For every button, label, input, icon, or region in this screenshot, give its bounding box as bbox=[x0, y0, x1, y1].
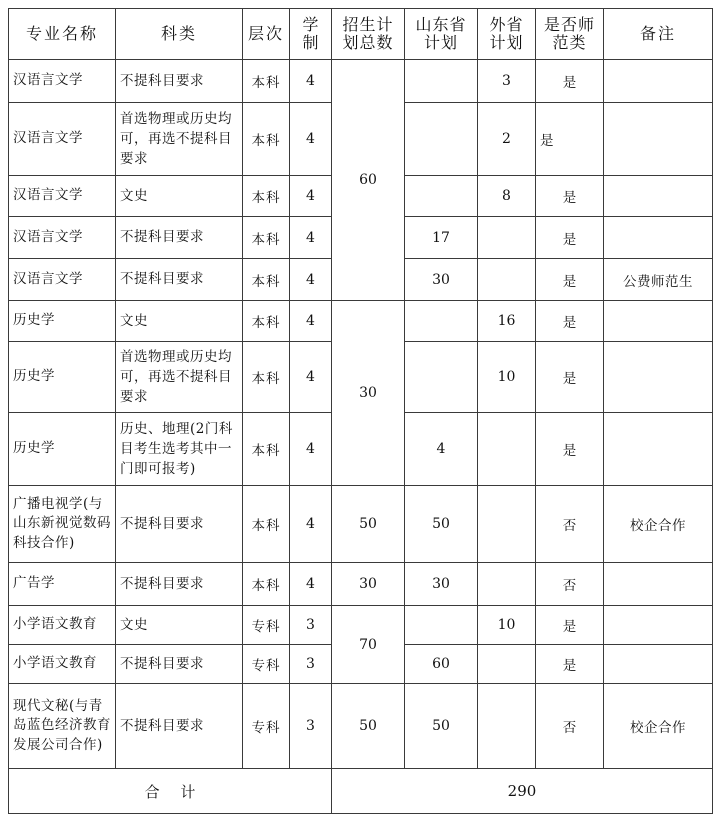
cell-category: 不提科目要求 bbox=[116, 60, 243, 103]
cell-major: 历史学 bbox=[9, 342, 116, 413]
cell-outside bbox=[478, 217, 536, 259]
header-years bbox=[290, 9, 332, 60]
table-body bbox=[9, 60, 713, 814]
cell-is-normal: 是 bbox=[536, 342, 604, 413]
table-row bbox=[9, 606, 713, 645]
cell-years: 4 bbox=[290, 60, 332, 103]
cell-remark bbox=[604, 413, 713, 486]
cell-level: 本科 bbox=[243, 301, 290, 342]
cell-is-normal: 否 bbox=[536, 684, 604, 769]
cell-is-normal: 是 bbox=[536, 103, 604, 176]
cell-level: 专科 bbox=[243, 645, 290, 684]
cell-shandong: 50 bbox=[405, 486, 478, 563]
cell-years: 3 bbox=[290, 606, 332, 645]
cell-total-plan: 50 bbox=[332, 486, 405, 563]
cell-outside bbox=[478, 413, 536, 486]
cell-remark: 校企合作 bbox=[604, 684, 713, 769]
cell-category: 首选物理或历史均可，再选不提科目要求 bbox=[116, 103, 243, 176]
cell-remark bbox=[604, 645, 713, 684]
cell-remark: 校企合作 bbox=[604, 486, 713, 563]
header-category: 科类 bbox=[116, 9, 243, 60]
header-remark: 备注 bbox=[604, 9, 713, 60]
cell-category: 不提科目要求 bbox=[116, 486, 243, 563]
cell-major: 现代文秘(与青岛蓝色经济教育发展公司合作) bbox=[9, 684, 116, 769]
cell-is-normal: 是 bbox=[536, 413, 604, 486]
cell-is-normal: 否 bbox=[536, 563, 604, 606]
cell-shandong: 60 bbox=[405, 645, 478, 684]
cell-category: 首选物理或历史均可，再选不提科目要求 bbox=[116, 342, 243, 413]
table-total-row bbox=[9, 769, 713, 814]
total-label: 合 计 bbox=[9, 769, 332, 814]
cell-total-plan: 30 bbox=[332, 563, 405, 606]
header-total-plan-line1: 招生计 bbox=[342, 14, 394, 34]
enrollment-plan-table bbox=[8, 8, 713, 814]
cell-category: 不提科目要求 bbox=[116, 684, 243, 769]
cell-category: 文史 bbox=[116, 176, 243, 217]
cell-remark: 公费师范生 bbox=[604, 259, 713, 301]
cell-total-plan-group-primary: 70 bbox=[332, 606, 405, 684]
cell-is-normal: 否 bbox=[536, 486, 604, 563]
cell-level: 专科 bbox=[243, 684, 290, 769]
cell-major: 广播电视学(与山东新视觉数码科技合作) bbox=[9, 486, 116, 563]
cell-level: 本科 bbox=[243, 413, 290, 486]
cell-outside: 10 bbox=[478, 606, 536, 645]
cell-outside: 16 bbox=[478, 301, 536, 342]
header-shandong-line1: 山东省 bbox=[415, 14, 467, 34]
cell-is-normal: 是 bbox=[536, 301, 604, 342]
cell-is-normal: 是 bbox=[536, 217, 604, 259]
total-value: 290 bbox=[332, 769, 713, 814]
cell-years: 4 bbox=[290, 563, 332, 606]
cell-level: 本科 bbox=[243, 176, 290, 217]
cell-outside bbox=[478, 645, 536, 684]
cell-shandong bbox=[405, 60, 478, 103]
cell-category: 不提科目要求 bbox=[116, 563, 243, 606]
cell-total-plan: 50 bbox=[332, 684, 405, 769]
cell-years: 4 bbox=[290, 259, 332, 301]
cell-major: 历史学 bbox=[9, 413, 116, 486]
cell-remark bbox=[604, 60, 713, 103]
header-years-line1: 学 bbox=[302, 14, 319, 34]
cell-level: 本科 bbox=[243, 60, 290, 103]
cell-is-normal: 是 bbox=[536, 606, 604, 645]
cell-category: 文史 bbox=[116, 301, 243, 342]
cell-years: 4 bbox=[290, 342, 332, 413]
cell-remark bbox=[604, 217, 713, 259]
cell-level: 本科 bbox=[243, 342, 290, 413]
cell-outside bbox=[478, 259, 536, 301]
table-header bbox=[9, 9, 713, 60]
cell-shandong: 30 bbox=[405, 563, 478, 606]
cell-outside bbox=[478, 684, 536, 769]
cell-major: 广告学 bbox=[9, 563, 116, 606]
cell-major: 汉语言文学 bbox=[9, 259, 116, 301]
cell-level: 专科 bbox=[243, 606, 290, 645]
cell-shandong bbox=[405, 342, 478, 413]
cell-years: 3 bbox=[290, 645, 332, 684]
table-row bbox=[9, 684, 713, 769]
cell-remark bbox=[604, 176, 713, 217]
cell-level: 本科 bbox=[243, 486, 290, 563]
cell-is-normal: 是 bbox=[536, 645, 604, 684]
cell-remark bbox=[604, 301, 713, 342]
cell-is-normal: 是 bbox=[536, 60, 604, 103]
cell-shandong: 50 bbox=[405, 684, 478, 769]
cell-outside bbox=[478, 563, 536, 606]
cell-category: 不提科目要求 bbox=[116, 259, 243, 301]
cell-major: 汉语言文学 bbox=[9, 217, 116, 259]
cell-total-plan-group-history: 30 bbox=[332, 301, 405, 486]
cell-is-normal: 是 bbox=[536, 176, 604, 217]
cell-years: 4 bbox=[290, 217, 332, 259]
cell-total-plan-group-chinese: 60 bbox=[332, 60, 405, 301]
cell-level: 本科 bbox=[243, 217, 290, 259]
cell-category: 历史、地理(2门科目考生选考其中一门即可报考) bbox=[116, 413, 243, 486]
cell-major: 小学语文教育 bbox=[9, 606, 116, 645]
cell-outside: 8 bbox=[478, 176, 536, 217]
cell-level: 本科 bbox=[243, 563, 290, 606]
header-shandong-plan bbox=[405, 9, 478, 60]
header-is-normal-line2: 范类 bbox=[552, 33, 587, 52]
header-outside-line2: 计划 bbox=[489, 33, 524, 52]
cell-years: 3 bbox=[290, 684, 332, 769]
cell-shandong: 30 bbox=[405, 259, 478, 301]
cell-major: 历史学 bbox=[9, 301, 116, 342]
cell-outside: 3 bbox=[478, 60, 536, 103]
cell-years: 4 bbox=[290, 486, 332, 563]
cell-category: 不提科目要求 bbox=[116, 645, 243, 684]
cell-remark bbox=[604, 342, 713, 413]
cell-major: 汉语言文学 bbox=[9, 176, 116, 217]
header-level: 层次 bbox=[243, 9, 290, 60]
header-total-plan bbox=[332, 9, 405, 60]
table-row bbox=[9, 301, 713, 342]
cell-level: 本科 bbox=[243, 259, 290, 301]
table-row bbox=[9, 486, 713, 563]
header-outside-line1: 外省 bbox=[489, 14, 524, 34]
cell-level: 本科 bbox=[243, 103, 290, 176]
cell-major: 汉语言文学 bbox=[9, 60, 116, 103]
cell-shandong bbox=[405, 103, 478, 176]
cell-remark bbox=[604, 563, 713, 606]
cell-years: 4 bbox=[290, 301, 332, 342]
cell-years: 4 bbox=[290, 103, 332, 176]
header-outside-plan bbox=[478, 9, 536, 60]
cell-major: 汉语言文学 bbox=[9, 103, 116, 176]
cell-shandong bbox=[405, 301, 478, 342]
header-is-normal bbox=[536, 9, 604, 60]
cell-shandong: 17 bbox=[405, 217, 478, 259]
cell-years: 4 bbox=[290, 176, 332, 217]
cell-remark bbox=[604, 103, 713, 176]
header-shandong-line2: 计划 bbox=[423, 33, 458, 52]
header-total-plan-line2: 划总数 bbox=[342, 33, 394, 52]
cell-category: 文史 bbox=[116, 606, 243, 645]
cell-category: 不提科目要求 bbox=[116, 217, 243, 259]
header-is-normal-line1: 是否师 bbox=[543, 14, 595, 34]
cell-major: 小学语文教育 bbox=[9, 645, 116, 684]
table-row bbox=[9, 563, 713, 606]
cell-shandong: 4 bbox=[405, 413, 478, 486]
cell-is-normal: 是 bbox=[536, 259, 604, 301]
cell-years: 4 bbox=[290, 413, 332, 486]
cell-remark bbox=[604, 606, 713, 645]
header-major: 专业名称 bbox=[9, 9, 116, 60]
header-row bbox=[9, 9, 713, 60]
cell-outside: 10 bbox=[478, 342, 536, 413]
cell-shandong bbox=[405, 606, 478, 645]
cell-shandong bbox=[405, 176, 478, 217]
cell-outside bbox=[478, 486, 536, 563]
header-years-line2: 制 bbox=[302, 33, 319, 52]
table-row bbox=[9, 60, 713, 103]
cell-outside: 2 bbox=[478, 103, 536, 176]
